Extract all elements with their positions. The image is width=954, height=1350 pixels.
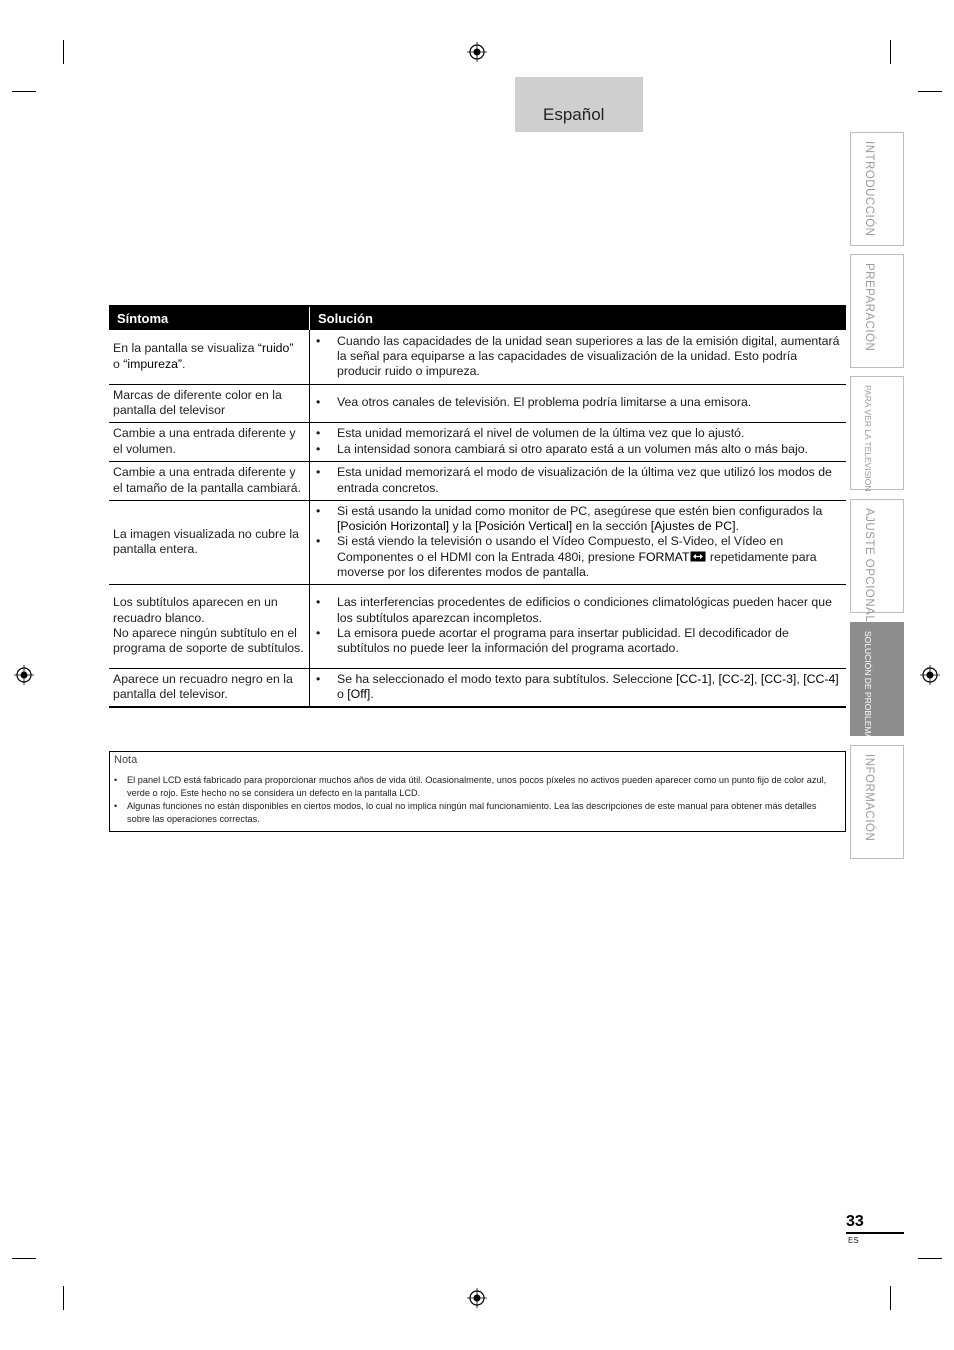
page-language-code: ES xyxy=(848,1236,859,1245)
registration-mark-icon xyxy=(467,42,487,62)
note-title: Nota xyxy=(114,754,138,766)
crop-mark xyxy=(12,91,36,92)
troubleshooting-table xyxy=(109,305,846,708)
table-row xyxy=(109,584,846,668)
list-item: • Si está viendo la televisión o usando el Vídeo Compuesto, el S-Video, el Vídeo en Componentes o el HDMI con la Entrada 480i, presione FORMAT repetidamente para moverse por los diferentes modos de pantalla. xyxy=(316,534,842,580)
symptom-cell: Marcas de diferente color en la pantalla del televisor xyxy=(109,384,310,422)
crop-mark xyxy=(63,40,64,64)
symptom-cell: Los subtítulos aparecen en un recuadro blanco. No aparece ningún subtítulo en el programa de soporte de subtítulos. xyxy=(109,584,310,668)
table-header-row xyxy=(109,306,846,330)
crop-mark xyxy=(918,91,942,92)
language-tab xyxy=(515,77,643,132)
format-icon xyxy=(690,551,706,562)
table-row xyxy=(109,500,846,584)
list-item: • La intensidad sonora cambiará si otro aparato está a un volumen más alto o más bajo. xyxy=(316,442,842,457)
symptom-cell: La imagen visualizada no cubre la pantalla entera. xyxy=(109,500,310,584)
registration-mark-icon xyxy=(920,665,940,685)
list-item: • Esta unidad memorizará el modo de visualización de la última vez que utilizó los modos de entrada concretos. xyxy=(316,465,842,496)
table-row xyxy=(109,422,846,461)
list-item: • Las interferencias procedentes de edificios o condiciones climatológicas pueden hacer que los subtítulos aparezcan incompletos. xyxy=(316,595,842,626)
language-label: Español xyxy=(543,105,605,124)
symptom-cell: Cambie a una entrada diferente y el volumen. xyxy=(109,422,310,461)
solution-cell xyxy=(310,500,847,584)
solution-cell xyxy=(310,584,847,668)
solution-cell xyxy=(310,330,847,384)
note-box xyxy=(109,751,846,832)
table-row xyxy=(109,384,846,422)
side-tab-informacion: INFORMACIÓN xyxy=(850,745,904,859)
list-item: • Se ha seleccionado el modo texto para subtítulos. Seleccione [CC-1], [CC-2], [CC-3], [CC-4] o [Off]. xyxy=(316,672,842,703)
registration-mark-icon xyxy=(467,1288,487,1308)
list-item: • La emisora puede acortar el programa para insertar publicidad. El decodificador de subtítulos no puede leer la información del programa acortado. xyxy=(316,626,842,657)
registration-mark-icon xyxy=(14,665,34,685)
note-item: • El panel LCD está fabricado para proporcionar muchos años de vida útil. Ocasionalmente, unos pocos píxeles no activos pueden aparecer como un punto fijo de color azul, verde o rojo. Este hecho no se considera un defecto en la pantalla LCD. xyxy=(114,774,840,800)
side-tab-preparacion: PREPARACIÓN xyxy=(850,254,904,368)
solution-cell xyxy=(310,461,847,500)
solution-cell xyxy=(310,422,847,461)
crop-mark xyxy=(918,1258,942,1259)
header-symptom: Síntoma xyxy=(109,306,310,330)
page-number: 33 xyxy=(846,1213,864,1230)
list-item: • Si está usando la unidad como monitor de PC, asegúrese que estén bien configurados la [Posición Horizontal] y la [Posición Vertical] en la sección [Ajustes de PC]. xyxy=(316,504,842,535)
symptom-cell: En la pantalla se visualiza “ruido” o “impureza”. xyxy=(109,330,310,384)
page-number-rule xyxy=(846,1232,904,1234)
crop-mark xyxy=(890,40,891,64)
table-row xyxy=(109,668,846,707)
table-row xyxy=(109,330,846,384)
side-tab-solucion: SOLUCIÓN DE PROBLEMAS xyxy=(850,622,904,736)
solution-cell xyxy=(310,668,847,707)
list-item: • Vea otros canales de televisión. El problema podría limitarse a una emisora. xyxy=(316,395,842,410)
side-tab-introduccion: INTRODUCCIÓN xyxy=(850,132,904,246)
list-item: • Esta unidad memorizará el nivel de volumen de la última vez que lo ajustó. xyxy=(316,426,842,441)
solution-cell xyxy=(310,384,847,422)
note-item: • Algunas funciones no están disponibles en ciertos modos, lo cual no implica ningún mal funcionamiento. Lea las descripciones de este manual para obtener más detalles sobre las operaciones correctas. xyxy=(114,800,840,826)
side-tab-ajuste: AJUSTE OPCIONAL xyxy=(850,499,904,613)
header-solution: Solución xyxy=(310,306,847,330)
crop-mark xyxy=(890,1286,891,1310)
list-item: • Cuando las capacidades de la unidad sean superiores a las de la emisión digital, aumentará la señal para equiparse a las capacidades de visualización de la unidad. Esto podría producir ruido o impureza. xyxy=(316,334,842,380)
symptom-cell: Cambie a una entrada diferente y el tamaño de la pantalla cambiará. xyxy=(109,461,310,500)
table-row xyxy=(109,461,846,500)
symptom-cell: Aparece un recuadro negro en la pantalla del televisor. xyxy=(109,668,310,707)
crop-mark xyxy=(63,1286,64,1310)
crop-mark xyxy=(12,1258,36,1259)
side-tab-para-ver: PARA VER LA TELEVISIÓN xyxy=(850,376,904,490)
